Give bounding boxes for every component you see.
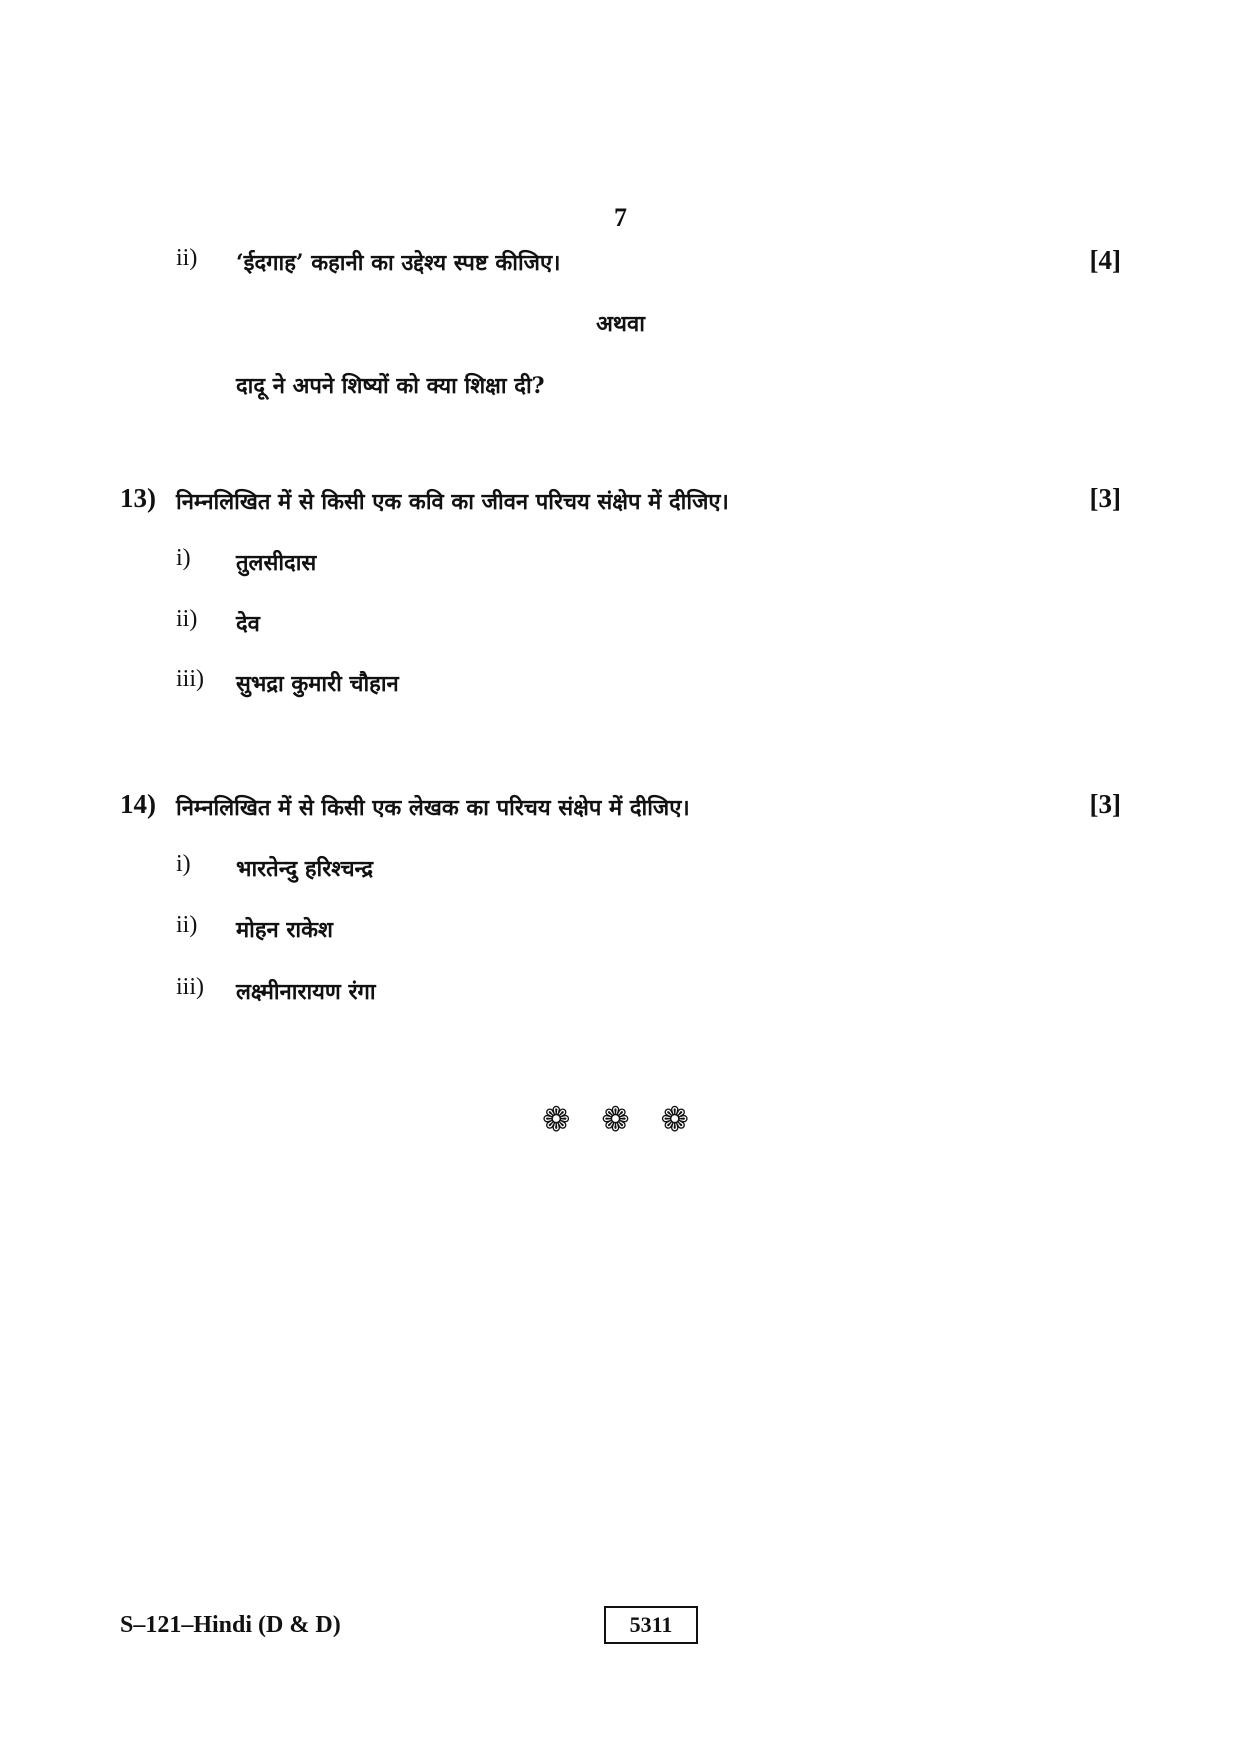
q14-option-label: i) xyxy=(176,851,191,877)
q13-option-text: देव xyxy=(236,611,260,637)
q13-option-label: ii) xyxy=(176,606,198,632)
or-divider: अथवा xyxy=(596,311,645,337)
q14-option-text: मोहन राकेश xyxy=(236,917,333,943)
q12-part-marks: [4] xyxy=(1089,245,1121,275)
q14-option-label: ii) xyxy=(176,912,198,938)
footer-paper-code: S–121–Hindi (D & D) xyxy=(120,1612,341,1638)
q14-text: निम्नलिखित में से किसी एक लेखक का परिचय संक्षेप में दीजिए। xyxy=(176,795,690,821)
q13-option-label: iii) xyxy=(176,666,204,692)
page-number: 7 xyxy=(614,203,627,232)
q13-number: 13) xyxy=(120,483,156,513)
q12-part-text: ‘ईदगाह’ कहानी का उद्देश्य स्पष्ट कीजिए। xyxy=(236,250,561,276)
q14-option-label: iii) xyxy=(176,974,204,1000)
q14-option-text: लक्ष्मीनारायण रंगा xyxy=(236,979,376,1005)
q14-number: 14) xyxy=(120,789,156,819)
footer-paper-number: 5311 xyxy=(604,1606,698,1644)
q13-option-text: तुलसीदास xyxy=(236,550,317,576)
q12-alt-text: दादू ने अपने शिष्यों को क्या शिक्षा दी? xyxy=(236,373,545,399)
end-ornament: ❁ ❁ ❁ xyxy=(541,1100,700,1140)
q12-part-label: ii) xyxy=(176,245,198,271)
q13-marks: [3] xyxy=(1089,483,1121,513)
q14-option-text: भारतेन्दु हरिश्चन्द्र xyxy=(236,856,374,882)
q14-marks: [3] xyxy=(1089,789,1121,819)
q13-option-text: सुभद्रा कुमारी चौहान xyxy=(236,671,399,697)
q13-text: निम्नलिखित में से किसी एक कवि का जीवन परिचय संक्षेप में दीजिए। xyxy=(176,489,729,515)
q13-option-label: i) xyxy=(176,545,191,571)
